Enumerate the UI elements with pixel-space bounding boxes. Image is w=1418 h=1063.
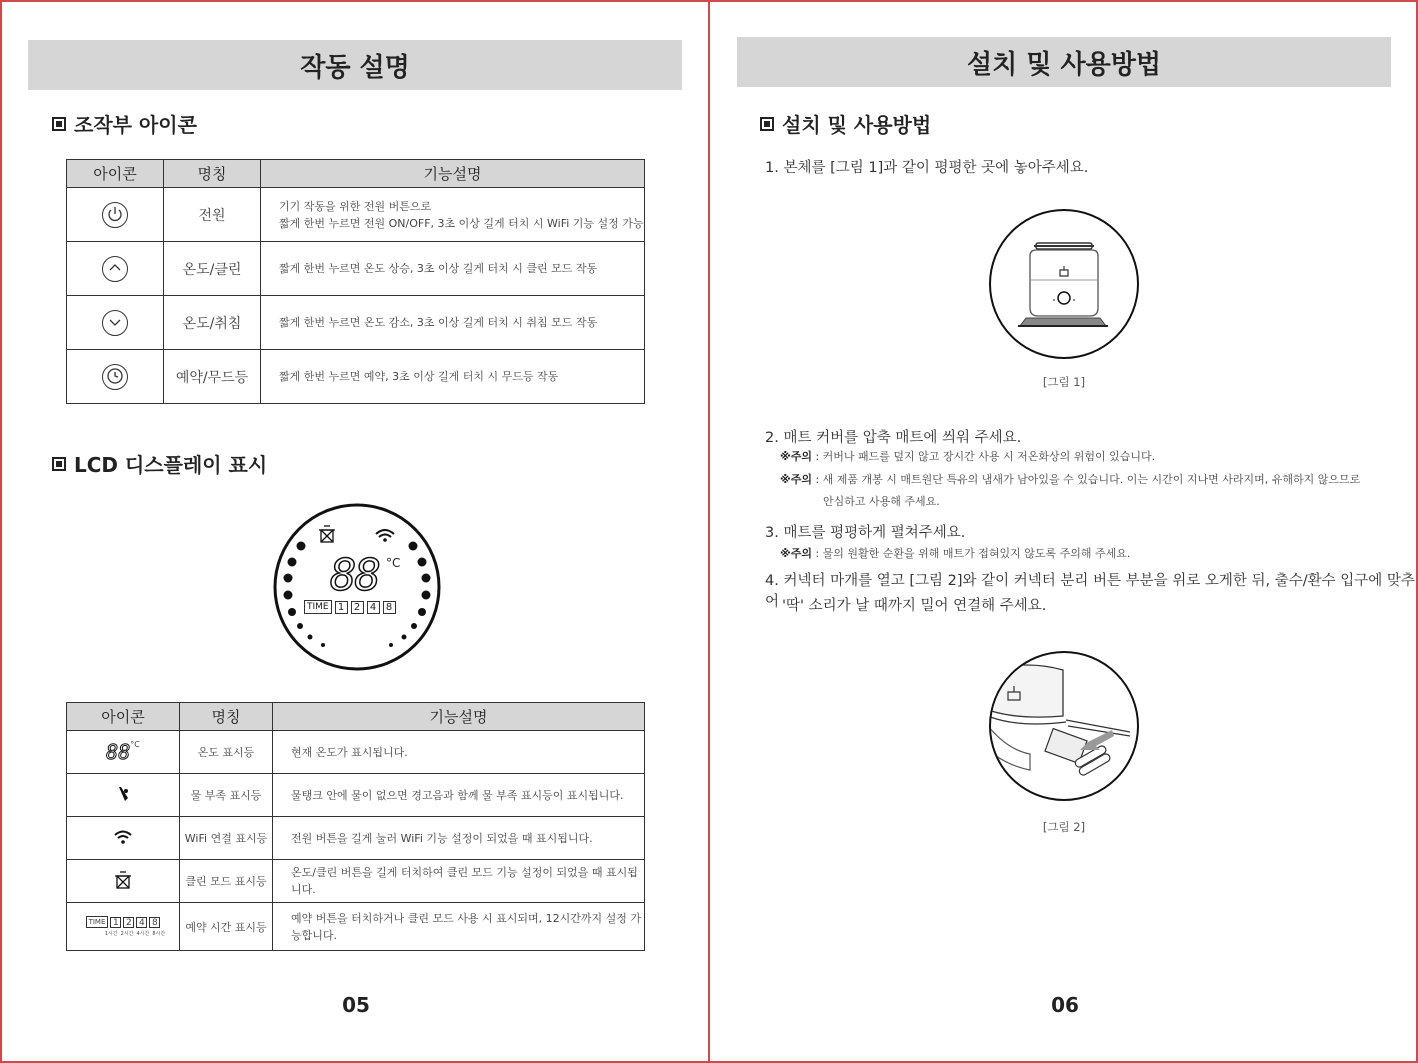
temperature-digits-icon: $88^{^\circ C}$ [67, 731, 180, 774]
page-number: 06 [1051, 993, 1079, 1017]
row-desc: 짧게 한번 누르면 온도 상승, 3초 이상 길게 터치 시 클린 모드 작동 [261, 242, 645, 296]
row-desc: 현재 온도가 표시됩니다. [273, 731, 645, 774]
timer-sublabel: 4시간 [136, 931, 150, 937]
square-bullet-icon [52, 117, 66, 131]
lcd-timer-row [304, 600, 396, 614]
figure-2-caption: [그림 2] [1042, 820, 1086, 834]
lcd-unit: °C [386, 556, 401, 570]
row-name: 예약/무드등 [164, 350, 261, 404]
lcd-icons-table [66, 702, 645, 951]
square-bullet-icon [760, 117, 774, 131]
row-desc: 짧게 한번 누르면 온도 감소, 3초 이상 길게 터치 시 취침 모드 작동 [261, 296, 645, 350]
time-label: TIME [304, 600, 332, 614]
note-2b-cont: 안심하고 사용해 주세요. [823, 495, 940, 508]
row-desc: 온도/클린 버튼을 길게 터치하여 클린 모드 기능 설정이 되었을 때 표시됩니다. [273, 860, 645, 903]
row-desc: 짧게 한번 누르면 예약, 3초 이상 길게 터치 시 무드등 작동 [261, 350, 645, 404]
table-header: 기능설명 [273, 703, 645, 731]
figure-2-connector-illustration [988, 650, 1140, 802]
hour-box: 1 [335, 601, 348, 614]
section-title-text: 조작부 아이콘 [74, 113, 197, 137]
page-banner: 작동 설명 [28, 40, 682, 90]
page-banner: 설치 및 사용방법 [737, 37, 1391, 87]
chevron-down-icon [102, 310, 128, 336]
row-name: 온도/취침 [164, 296, 261, 350]
step-2: 2. 매트 커버를 압축 매트에 씌워 주세요. [765, 430, 1022, 446]
table-row [67, 731, 645, 774]
timer-sublabel: 2시간 [120, 931, 134, 937]
clock-icon [102, 364, 128, 390]
table-header: 아이콘 [67, 703, 180, 731]
note-2a: ※주의 : 커버나 패드를 덮지 않고 장시간 사용 시 저온화상의 위험이 있습니다. [780, 450, 1156, 463]
table-row [67, 188, 645, 242]
table-row [67, 350, 645, 404]
step-4: 4. 커넥터 마개를 열고 [그림 2]와 같이 커넥터 분리 버튼 부분을 위로 오게한 뒤, 출수/환수 입구에 맞추어 [765, 573, 1415, 610]
table-row [67, 817, 645, 860]
section-title-install [760, 109, 931, 138]
lcd-digits: 88 [330, 550, 379, 601]
wifi-icon [113, 829, 133, 845]
clean-mode-icon [114, 870, 132, 890]
control-icons-table [66, 159, 645, 404]
table-row [67, 860, 645, 903]
hour-box: 2 [351, 601, 364, 614]
section-title-text: LCD 디스플레이 표시 [74, 453, 268, 477]
step-3: 3. 매트를 평평하게 펼쳐주세요. [765, 525, 966, 541]
row-name: 예약 시간 표시등 [180, 903, 273, 951]
water-shortage-icon [115, 785, 131, 803]
table-row [67, 903, 645, 951]
section-title-control-icons [52, 109, 197, 138]
row-name: WiFi 연결 표시등 [180, 817, 273, 860]
table-row [67, 242, 645, 296]
table-header: 명칭 [164, 160, 261, 188]
note-3: ※주의 : 물의 원활한 순환을 위해 매트가 접혀있지 않도록 주의해 주세요. [780, 547, 1131, 560]
right-page [708, 0, 1418, 1063]
hour-box: 8 [383, 601, 396, 614]
step-4-cont: '딱' 소리가 날 때까지 밀어 연결해 주세요. [782, 598, 1047, 614]
row-name: 온도 표시등 [180, 731, 273, 774]
step-1: 1. 본체를 [그림 1]과 같이 평평한 곳에 놓아주세요. [765, 160, 1089, 176]
figure-1-device-illustration [988, 208, 1140, 360]
chevron-up-icon [102, 256, 128, 282]
row-name: 물 부족 표시등 [180, 774, 273, 817]
table-header: 아이콘 [67, 160, 164, 188]
table-header: 기능설명 [261, 160, 645, 188]
page-number: 05 [342, 993, 370, 1017]
table-row [67, 296, 645, 350]
square-bullet-icon [52, 457, 66, 471]
section-title-text: 설치 및 사용방법 [782, 113, 932, 137]
hour-box: 4 [367, 601, 380, 614]
timer-sublabel: 8시간 [152, 931, 166, 937]
table-row [67, 774, 645, 817]
row-desc: 예약 버튼을 터치하거나 클린 모드 사용 시 표시되며, 12시간까지 설정 가능합니다. [273, 903, 645, 951]
note-2b: ※주의 : 새 제품 개봉 시 매트원단 특유의 냄새가 남아있을 수 있습니다. 이는 시간이 지나면 사라지며, 유해하지 않으므로 [780, 473, 1361, 486]
row-name: 온도/클린 [164, 242, 261, 296]
timer-hours-icon: TIME 1 2 4 8 1시간 2시간 4시간 8시간 [67, 903, 180, 951]
power-icon [102, 202, 128, 228]
table-header: 명칭 [180, 703, 273, 731]
figure-1-caption: [그림 1] [1042, 375, 1086, 389]
row-name: 전원 [164, 188, 261, 242]
row-name: 클린 모드 표시등 [180, 860, 273, 903]
row-desc: 짧게 한번 누르면 전원 ON/OFF, 3초 이상 길게 터치 시 WiFi 기능 설정 가능 [279, 216, 644, 230]
row-desc: 전원 버튼을 길게 눌러 WiFi 기능 설정이 되었을 때 표시됩니다. [273, 817, 645, 860]
row-desc: 기기 작동을 위한 전원 버튼으로 [279, 199, 432, 213]
row-desc: 물탱크 안에 물이 없으면 경고음과 함께 물 부족 표시등이 표시됩니다. [273, 774, 645, 817]
lcd-display-illustration [272, 502, 442, 672]
timer-sublabel: 1시간 [104, 931, 118, 937]
section-title-lcd [52, 449, 267, 478]
